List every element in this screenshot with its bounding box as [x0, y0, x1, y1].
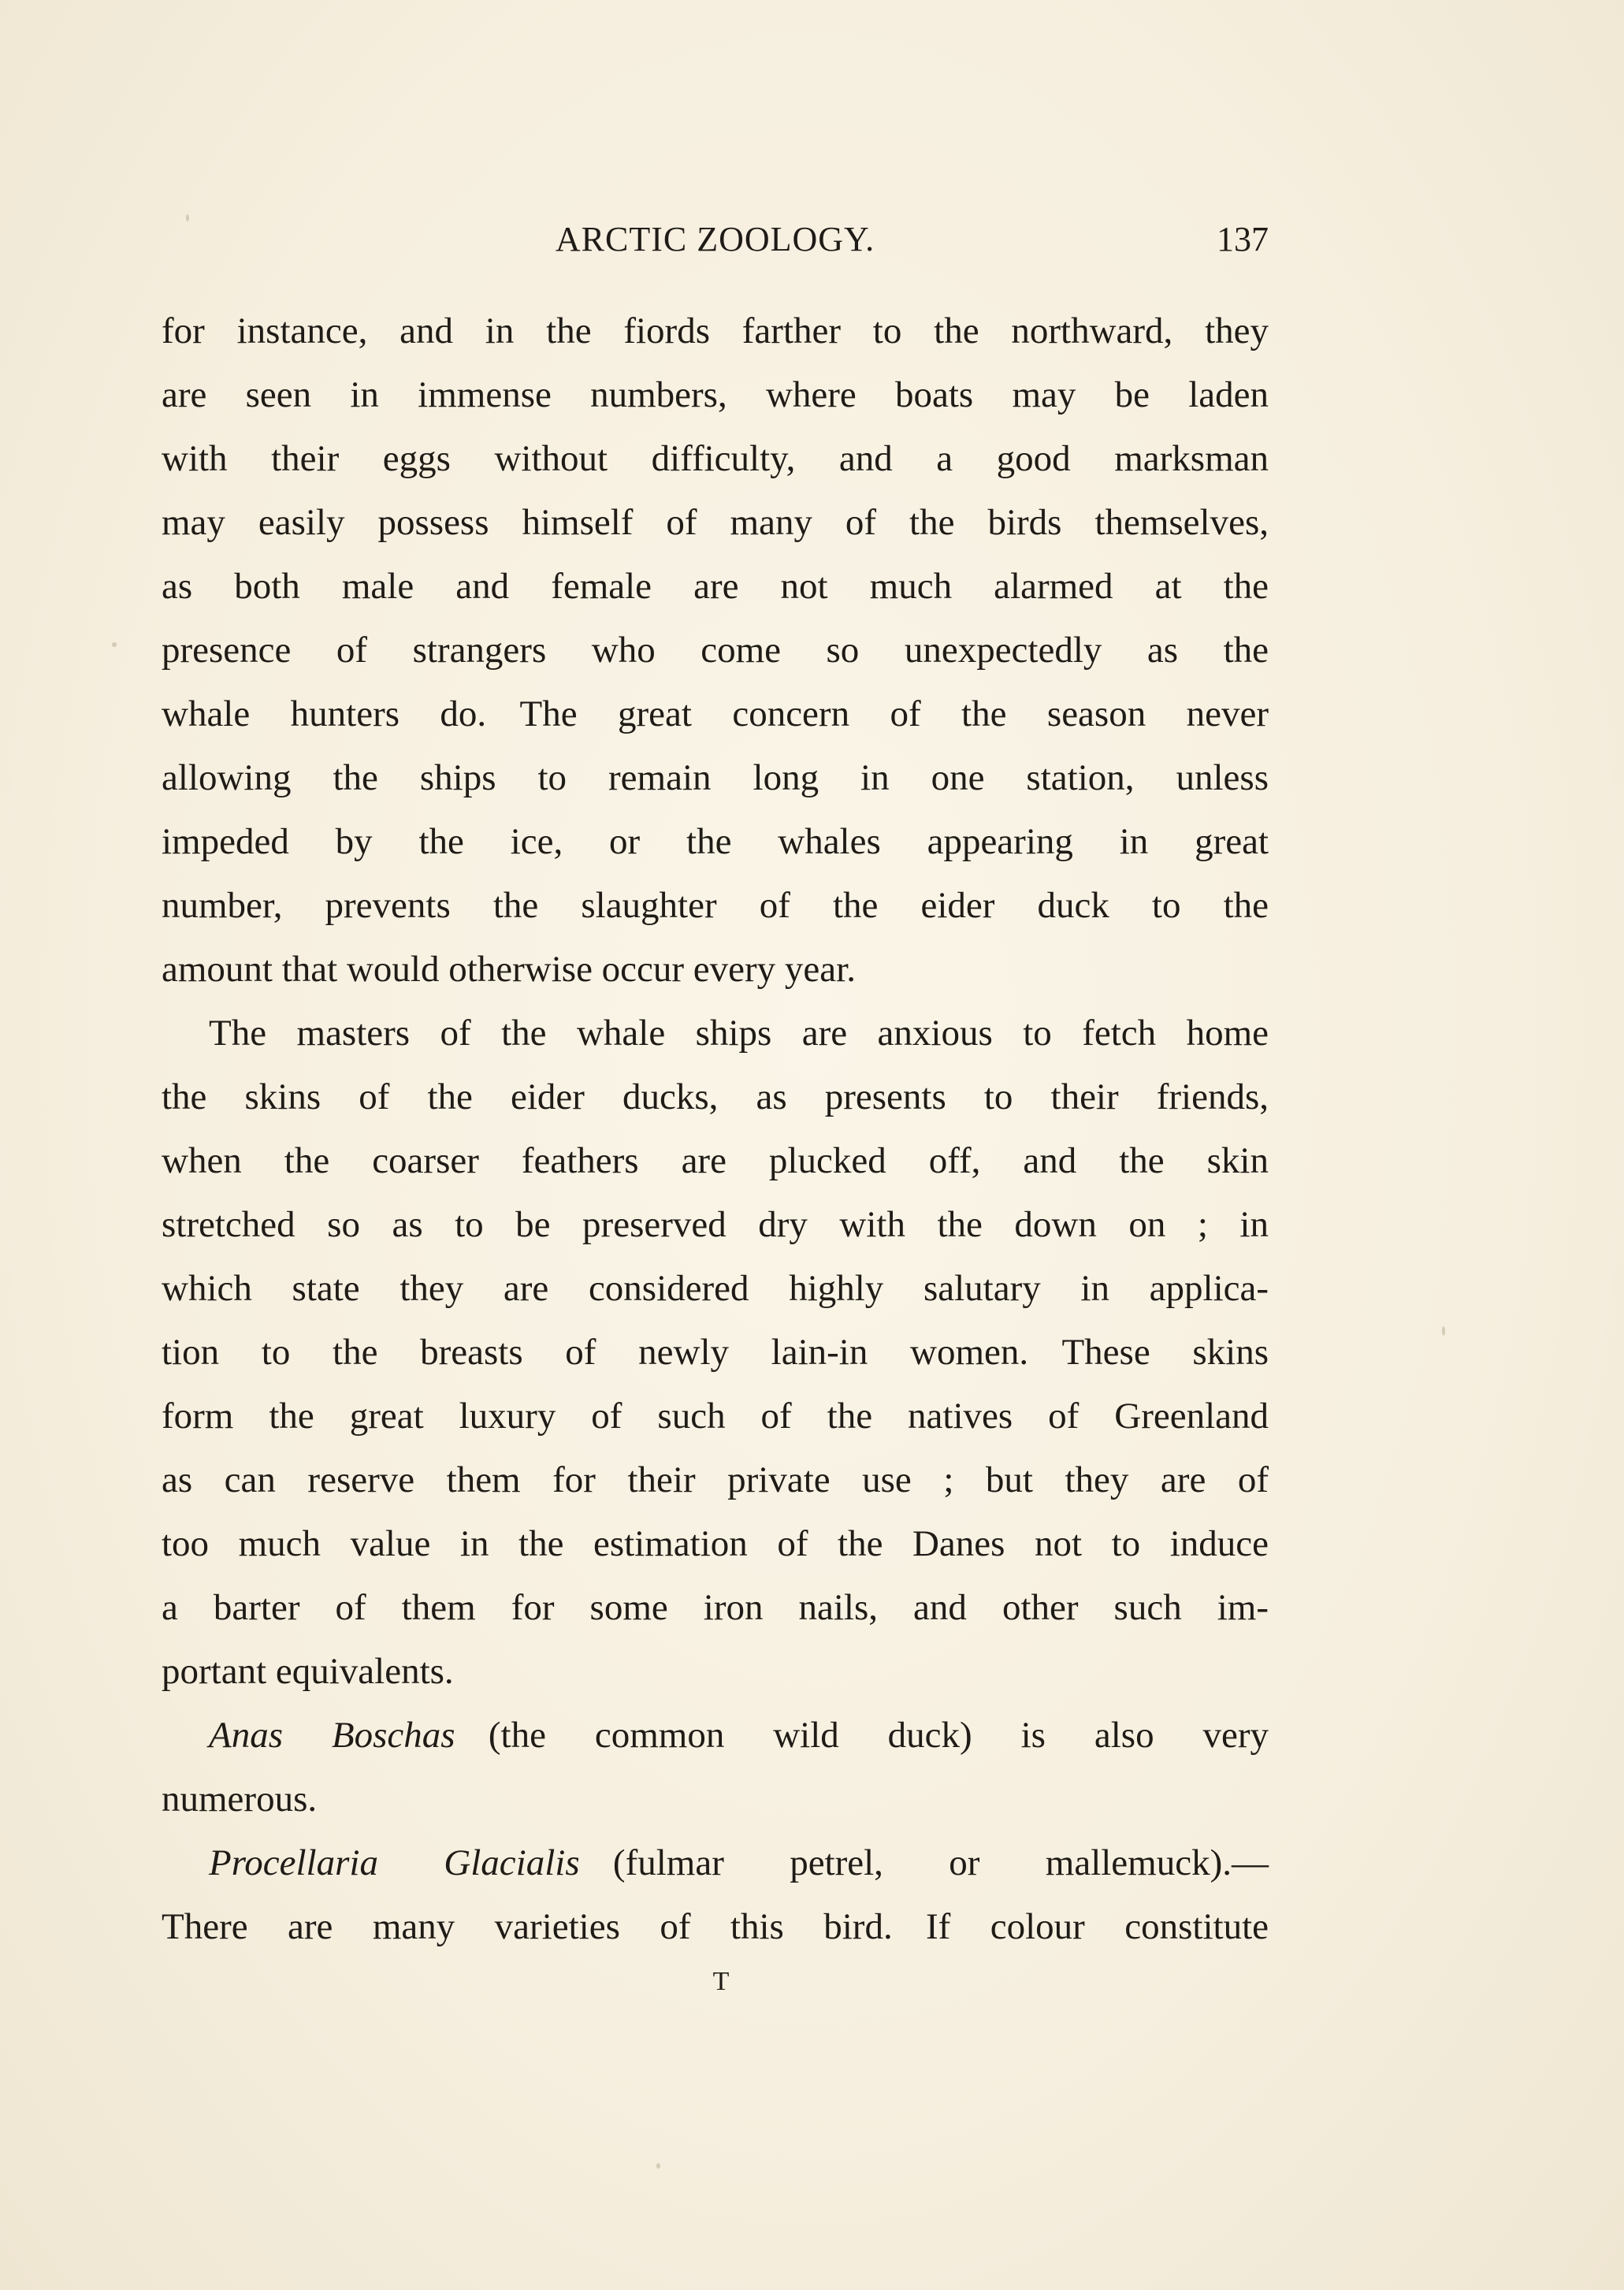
text-line: presence of strangers who come so unexpectedly as the [162, 630, 1269, 671]
text-line: amount that would otherwise occur every year. [162, 949, 856, 990]
page-number: 137 [1217, 220, 1269, 258]
running-title: ARCTIC ZOOLOGY. [555, 220, 875, 258]
species-name: Procellaria Glacialis [209, 1842, 580, 1883]
text-line: too much value in the estimation of the Danes not to induce [162, 1523, 1269, 1564]
signature-mark: T [712, 1967, 730, 1996]
text-segment: (the common wild duck) is also very [488, 1715, 1269, 1756]
text-line: a barter of them for some iron nails, and other such im- [162, 1587, 1269, 1628]
text-line: portant equivalents. [162, 1651, 454, 1692]
text-line: as both male and female are not much alarmed at the [162, 566, 1269, 607]
text-segment: The great concern of the season never [519, 693, 1269, 734]
text-line: which state they are considered highly salutary in applica- [162, 1268, 1269, 1309]
paper-speck [656, 2163, 660, 2169]
running-head [162, 214, 1269, 270]
text-line: The masters of the whale ships are anxious to fetch home [209, 1013, 1269, 1054]
species-name: Anas Boschas [209, 1715, 455, 1756]
text-line [162, 682, 1269, 746]
text-line [162, 1704, 1269, 1768]
text-line: when the coarser feathers are plucked off, and the skin [162, 1140, 1269, 1181]
text-line [162, 1321, 1269, 1385]
text-segment: These skins [1061, 1332, 1269, 1373]
text-segment: There are many varieties of this bird. [162, 1906, 893, 1947]
paper-speck [186, 214, 189, 221]
text-line: for instance, and in the fiords farther to the northward, they [162, 310, 1269, 351]
text-line: impeded by the ice, or the whales appearing in great [162, 821, 1269, 862]
text-line [162, 1831, 1269, 1895]
paper-speck [1442, 1326, 1445, 1336]
text-line: may easily possess himself of many of the birds themselves, [162, 502, 1269, 543]
text-line: as can reserve them for their private use ; but they are of [162, 1459, 1269, 1500]
text-line [162, 1895, 1269, 1959]
text-line: stretched so as to be preserved dry with the down on ; in [162, 1204, 1269, 1245]
text-segment: (fulmar petrel, or mallemuck).— [612, 1842, 1269, 1883]
text-line: the skins of the eider ducks, as presents to their friends, [162, 1076, 1269, 1117]
text-segment: If colour constitute [926, 1906, 1269, 1947]
text-line: numerous. [162, 1779, 318, 1820]
paper-speck [112, 642, 117, 647]
text-line: number, prevents the slaughter of the eider duck to the [162, 885, 1269, 926]
text-segment: whale hunters do. [162, 693, 487, 734]
text-line: are seen in immense numbers, where boats may be laden [162, 374, 1269, 415]
text-line: with their eggs without difficulty, and a good marksman [162, 438, 1269, 479]
text-line: form the great luxury of such of the natives of Greenland [162, 1396, 1269, 1437]
text-segment: tion to the breasts of newly lain-in women. [162, 1332, 1029, 1373]
text-line: allowing the ships to remain long in one station, unless [162, 757, 1269, 798]
body-text [162, 299, 1269, 1959]
